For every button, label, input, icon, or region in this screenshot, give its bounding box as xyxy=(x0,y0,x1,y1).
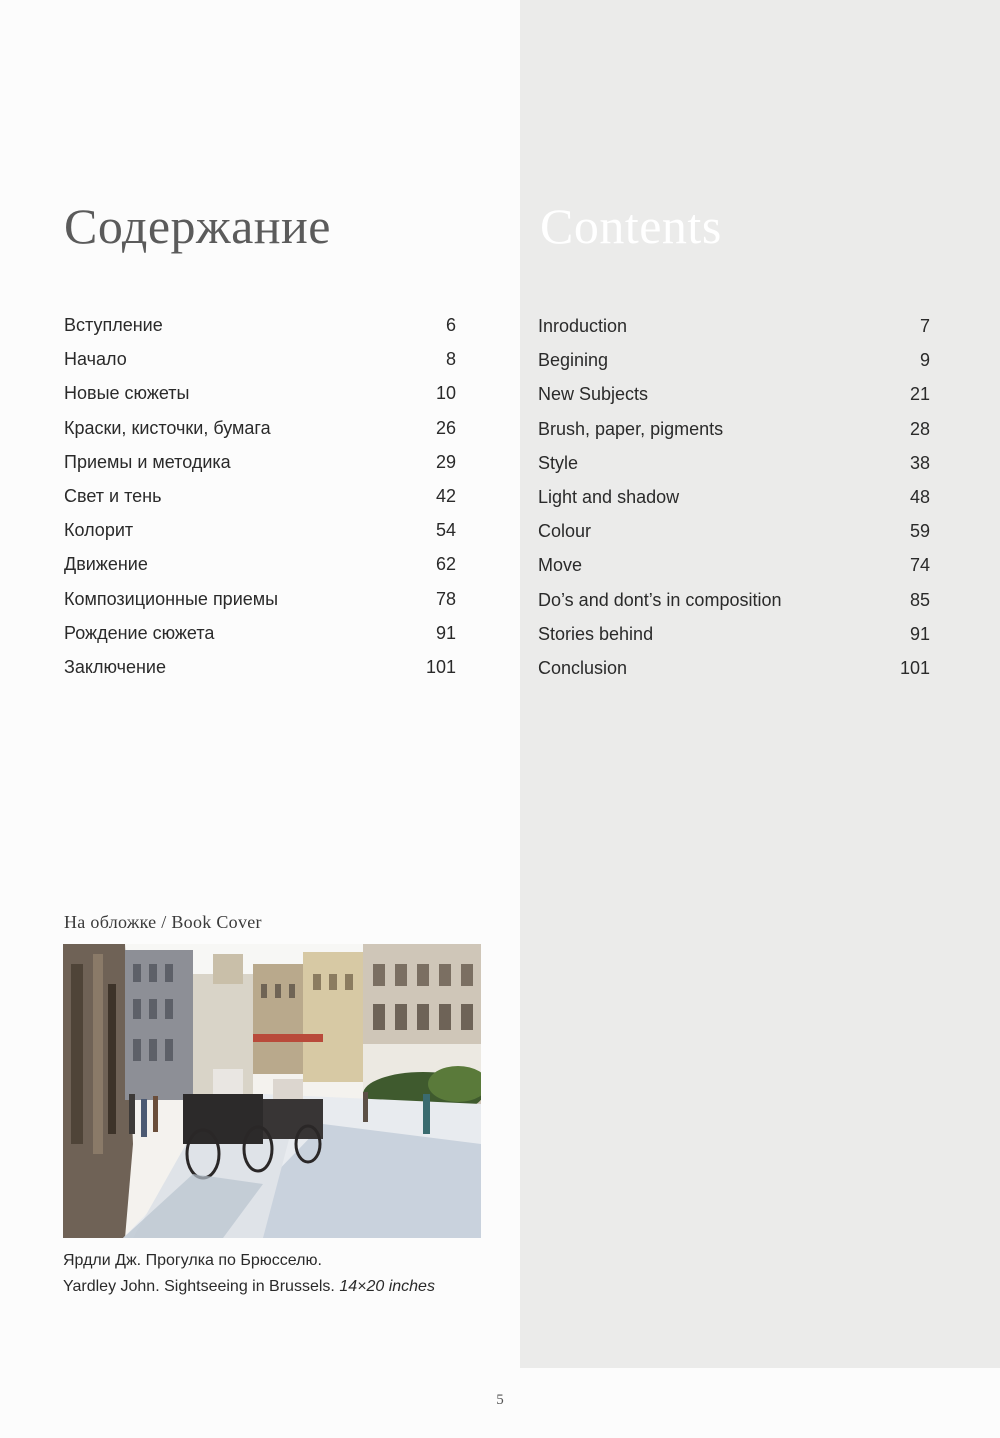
toc-label: Новые сюжеты xyxy=(64,383,190,404)
toc-page-number: 59 xyxy=(909,521,930,542)
toc-page-number: 74 xyxy=(909,555,930,576)
toc-entry[interactable] xyxy=(538,617,930,651)
toc-entry[interactable] xyxy=(538,514,930,548)
toc-page-number: 28 xyxy=(909,418,930,439)
toc-label: Begining xyxy=(538,350,609,371)
toc-entry[interactable] xyxy=(538,583,930,617)
toc-entry[interactable] xyxy=(538,377,930,411)
toc-label: Свет и тень xyxy=(64,485,162,506)
toc-entry[interactable] xyxy=(64,650,456,684)
toc-label: Композиционные приемы xyxy=(64,588,279,609)
toc-label: New Subjects xyxy=(538,384,649,405)
toc-page-number: 29 xyxy=(435,451,456,472)
toc-entry[interactable] xyxy=(538,651,930,685)
toc-entry[interactable] xyxy=(64,376,456,410)
toc-list-ru xyxy=(64,308,456,684)
toc-label: Move xyxy=(538,555,583,576)
toc-entry[interactable] xyxy=(538,446,930,480)
toc-label: Do’s and dont’s in composition xyxy=(538,589,782,610)
toc-page-number: 101 xyxy=(899,657,930,678)
toc-page-number: 6 xyxy=(445,315,456,335)
toc-entry[interactable] xyxy=(64,616,456,650)
toc-page-number: 48 xyxy=(909,486,930,507)
toc-label: Начало xyxy=(64,349,127,370)
toc-entry[interactable] xyxy=(64,479,456,513)
toc-label: Colour xyxy=(538,521,592,542)
cover-caption-ru: Ярдли Дж. Прогулка по Брюсселю. xyxy=(63,1252,322,1269)
toc-page-number: 10 xyxy=(435,383,456,404)
page-title-en: Contents xyxy=(540,198,722,254)
toc-page-number: 91 xyxy=(909,623,930,644)
cover-painting xyxy=(63,944,481,1238)
toc-page-number: 26 xyxy=(435,417,456,438)
toc-label: Light and shadow xyxy=(538,486,680,507)
toc-entry[interactable] xyxy=(538,309,930,343)
cover-caption-en xyxy=(63,1278,435,1296)
page-number: 5 xyxy=(496,1392,504,1408)
toc-entry[interactable] xyxy=(64,411,456,445)
toc-entry[interactable] xyxy=(538,412,930,446)
cover-caption-en-text: Yardley John. Sightseeing in Brussels. xyxy=(63,1278,335,1295)
toc-list-en xyxy=(538,309,930,685)
toc-page-number: 101 xyxy=(425,656,456,677)
toc-label: Колорит xyxy=(64,520,134,541)
toc-page-number: 8 xyxy=(445,349,456,370)
toc-entry[interactable] xyxy=(64,547,456,581)
toc-page-number: 62 xyxy=(435,554,456,575)
toc-label: Приемы и методика xyxy=(64,451,231,472)
toc-page-number: 85 xyxy=(909,589,930,610)
toc-page-number: 21 xyxy=(909,384,930,405)
toc-label: Краски, кисточки, бумага xyxy=(64,417,271,438)
toc-label: Style xyxy=(538,452,579,473)
toc-label: Заключение xyxy=(64,656,166,677)
toc-entry[interactable] xyxy=(64,308,456,342)
toc-label: Conclusion xyxy=(538,657,628,678)
toc-entry[interactable] xyxy=(64,342,456,376)
toc-entry[interactable] xyxy=(64,513,456,547)
toc-page-number: 54 xyxy=(435,520,456,541)
toc-label: Brush, paper, pigments xyxy=(538,418,724,439)
book-cover-heading: На обложке / Book Cover xyxy=(64,912,262,932)
toc-label: Вступление xyxy=(64,315,163,335)
toc-page-number: 9 xyxy=(919,350,930,371)
toc-page-number: 42 xyxy=(435,485,456,506)
cover-caption-dimensions: 14×20 inches xyxy=(339,1278,435,1295)
toc-page-number: 7 xyxy=(919,316,930,336)
toc-page-number: 91 xyxy=(435,622,456,643)
toc-entry[interactable] xyxy=(538,548,930,582)
page-title-ru: Содержание xyxy=(64,198,331,254)
toc-label: Движение xyxy=(64,554,148,575)
toc-label: Stories behind xyxy=(538,623,654,644)
toc-entry[interactable] xyxy=(64,582,456,616)
toc-label: Inroduction xyxy=(538,316,628,336)
toc-entry[interactable] xyxy=(538,343,930,377)
toc-label: Рождение сюжета xyxy=(64,622,215,643)
toc-page-number: 78 xyxy=(435,588,456,609)
toc-entry[interactable] xyxy=(538,480,930,514)
toc-page-number: 38 xyxy=(909,452,930,473)
toc-entry[interactable] xyxy=(64,445,456,479)
